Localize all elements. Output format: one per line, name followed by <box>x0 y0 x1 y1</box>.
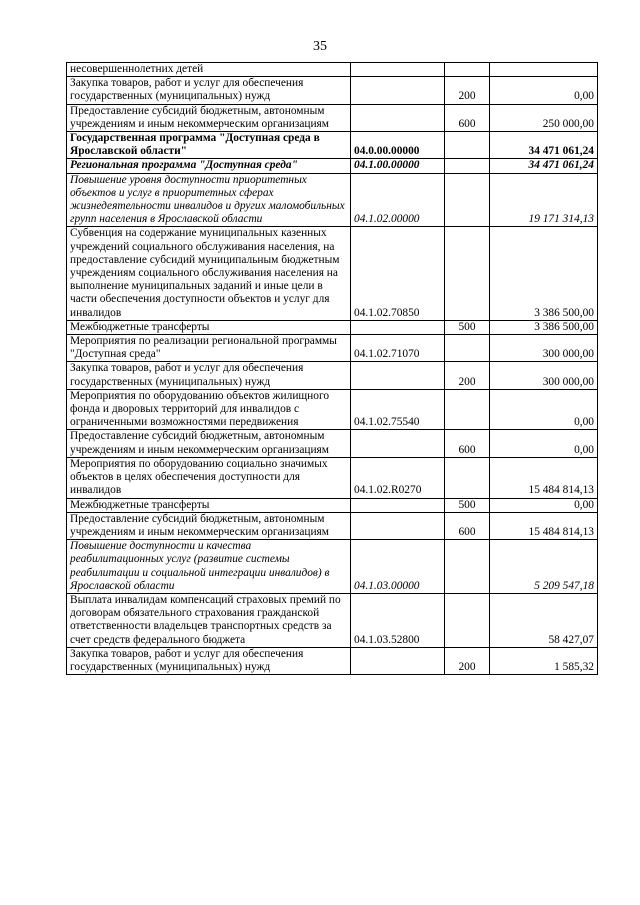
row-expense-type <box>445 159 490 173</box>
row-expense-type: 600 <box>445 512 490 539</box>
row-code <box>351 320 445 334</box>
row-expense-type <box>445 389 490 430</box>
row-expense-type: 500 <box>445 498 490 512</box>
row-sum: 3 386 500,00 <box>490 320 598 334</box>
row-sum: 300 000,00 <box>490 362 598 389</box>
row-code <box>351 104 445 131</box>
row-expense-type: 600 <box>445 104 490 131</box>
row-name: Повышение доступности и качества реабилитационных услуг (развитие системы реабилитации и социальной интеграции инвалидов) в Ярославской области <box>67 540 351 594</box>
table-row <box>67 159 598 173</box>
row-sum: 300 000,00 <box>490 335 598 362</box>
row-sum: 15 484 814,13 <box>490 512 598 539</box>
row-sum: 1 585,32 <box>490 647 598 674</box>
table-row <box>67 104 598 131</box>
row-name: Закупка товаров, работ и услуг для обеспечения государственных (муниципальных) нужд <box>67 362 351 389</box>
table-row <box>67 430 598 457</box>
row-code: 04.1.02.70850 <box>351 227 445 320</box>
row-code <box>351 512 445 539</box>
row-sum: 250 000,00 <box>490 104 598 131</box>
row-code: 04.1.02.00000 <box>351 173 445 227</box>
table-row <box>67 132 598 159</box>
table-row <box>67 335 598 362</box>
row-sum: 0,00 <box>490 77 598 104</box>
row-expense-type <box>445 593 490 647</box>
row-expense-type <box>445 63 490 77</box>
row-name: Предоставление субсидий бюджетным, автономным учреждениям и иным некоммерческим организациям <box>67 104 351 131</box>
table-row <box>67 389 598 430</box>
row-sum: 0,00 <box>490 389 598 430</box>
row-name: Предоставление субсидий бюджетным, автономным учреждениям и иным некоммерческим организациям <box>67 512 351 539</box>
row-sum <box>490 63 598 77</box>
table-row <box>67 512 598 539</box>
table-row <box>67 173 598 227</box>
row-expense-type <box>445 227 490 320</box>
row-expense-type: 200 <box>445 77 490 104</box>
row-sum: 5 209 547,18 <box>490 540 598 594</box>
budget-table <box>66 62 598 675</box>
row-name: Субвенция на содержание муниципальных казенных учреждений социального обслуживания населения, на предоставление субсидий муниципальным бюджетным учреждениям социального обслуживания населения на выполнение муниципальных заданий и иные цели в части обеспечения доступности объектов и услуг для инвалидов <box>67 227 351 320</box>
row-code <box>351 647 445 674</box>
table-row <box>67 498 598 512</box>
table-row <box>67 77 598 104</box>
row-code <box>351 362 445 389</box>
row-code: 04.1.02.R0270 <box>351 457 445 498</box>
row-sum: 58 427,07 <box>490 593 598 647</box>
row-expense-type <box>445 132 490 159</box>
row-sum: 3 386 500,00 <box>490 227 598 320</box>
row-name: Закупка товаров, работ и услуг для обеспечения государственных (муниципальных) нужд <box>67 77 351 104</box>
row-code <box>351 430 445 457</box>
row-name: Выплата инвалидам компенсаций страховых премий по договорам обязательного страхования гражданской ответственности владельцев транспортных средств за счет средств федерального бюджета <box>67 593 351 647</box>
row-code: 04.1.03.52800 <box>351 593 445 647</box>
row-code <box>351 77 445 104</box>
table-row <box>67 63 598 77</box>
row-sum: 0,00 <box>490 430 598 457</box>
row-sum: 34 471 061,24 <box>490 159 598 173</box>
table-row <box>67 362 598 389</box>
row-code: 04.1.02.75540 <box>351 389 445 430</box>
row-expense-type <box>445 173 490 227</box>
row-name: Региональная программа "Доступная среда" <box>67 159 351 173</box>
row-name: Повышение уровня доступности приоритетных объектов и услуг в приоритетных сферах жизнедеятельности инвалидов и других маломобильных групп населения в Ярославской области <box>67 173 351 227</box>
row-sum: 15 484 814,13 <box>490 457 598 498</box>
row-sum: 34 471 061,24 <box>490 132 598 159</box>
row-name: Закупка товаров, работ и услуг для обеспечения государственных (муниципальных) нужд <box>67 647 351 674</box>
row-expense-type: 500 <box>445 320 490 334</box>
row-code <box>351 498 445 512</box>
row-sum: 0,00 <box>490 498 598 512</box>
page-number: 35 <box>313 39 327 54</box>
row-expense-type: 200 <box>445 362 490 389</box>
row-name: Мероприятия по оборудованию социально значимых объектов в целях обеспечения доступности для инвалидов <box>67 457 351 498</box>
row-name: Государственная программа "Доступная среда в Ярославской области" <box>67 132 351 159</box>
row-code: 04.0.00.00000 <box>351 132 445 159</box>
row-code <box>351 63 445 77</box>
row-expense-type: 600 <box>445 430 490 457</box>
row-name: Мероприятия по оборудованию объектов жилищного фонда и дворовых территорий для инвалидов с ограниченными возможностями передвижения <box>67 389 351 430</box>
row-code: 04.1.02.71070 <box>351 335 445 362</box>
table-row <box>67 227 598 320</box>
table-row <box>67 647 598 674</box>
row-expense-type: 200 <box>445 647 490 674</box>
row-expense-type <box>445 335 490 362</box>
row-sum: 19 171 314,13 <box>490 173 598 227</box>
table-row <box>67 320 598 334</box>
row-name: Межбюджетные трансферты <box>67 498 351 512</box>
row-name: Межбюджетные трансферты <box>67 320 351 334</box>
row-name: Мероприятия по реализации региональной программы "Доступная среда" <box>67 335 351 362</box>
row-name: Предоставление субсидий бюджетным, автономным учреждениям и иным некоммерческим организациям <box>67 430 351 457</box>
table-row <box>67 540 598 594</box>
table-row <box>67 593 598 647</box>
row-name: несовершеннолетних детей <box>67 63 351 77</box>
row-code: 04.1.00.00000 <box>351 159 445 173</box>
row-code: 04.1.03.00000 <box>351 540 445 594</box>
table-row <box>67 457 598 498</box>
row-expense-type <box>445 457 490 498</box>
row-expense-type <box>445 540 490 594</box>
